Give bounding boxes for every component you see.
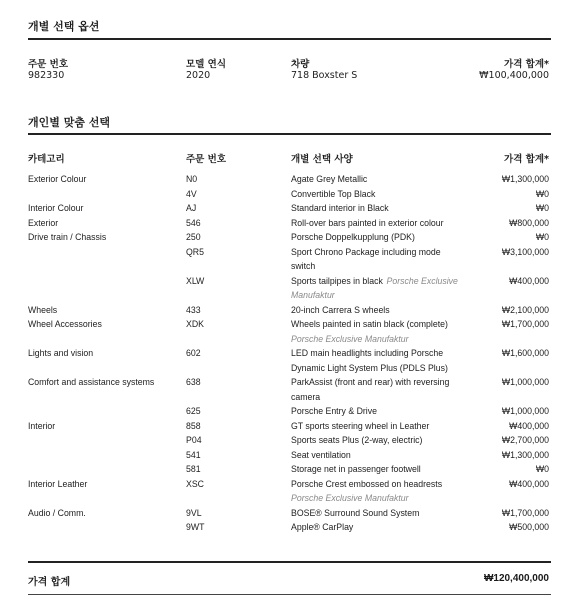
row-order-code: 638	[186, 377, 201, 388]
row-category: Interior	[28, 420, 56, 432]
row-category: Exterior Colour	[28, 174, 87, 185]
row-order-code: XLW	[186, 275, 205, 287]
model-year-value: 2020	[186, 70, 211, 81]
row-category: Comfort and assistance systems	[28, 377, 155, 388]
row-order-code: 858	[186, 420, 201, 432]
order-number-header: 주문 번호	[28, 59, 69, 70]
row-order-code: 546	[186, 217, 201, 229]
row-price: ₩0	[535, 464, 549, 475]
row-order-code: QR5	[186, 246, 204, 258]
price-total-header: 가격 합계*	[504, 59, 549, 70]
row-price: ₩1,300,000	[501, 174, 549, 185]
row-spec: ParkAssist (front and rear) with reversing	[291, 377, 450, 388]
row-spec: GT sports steering wheel in Leather	[291, 420, 430, 432]
individual-options-title: 개별 선택 옵션	[28, 20, 100, 33]
row-category: Wheels	[28, 304, 58, 316]
row-category: Lights and vision	[28, 348, 94, 359]
row-category: Exterior	[28, 217, 59, 229]
row-order-code: 541	[186, 449, 201, 461]
row-price: ₩0	[535, 232, 549, 243]
row-price: ₩1,700,000	[501, 507, 549, 519]
row-order-code: 625	[186, 406, 201, 417]
row-spec: Wheels painted in satin black (complete)	[291, 319, 448, 330]
spec-header: 개별 선택 사양	[291, 154, 353, 165]
order-number-value: 982330	[28, 70, 65, 81]
row-order-code: 4V	[186, 188, 197, 200]
row-price: ₩500,000	[509, 522, 549, 533]
row-spec: Seat ventilation	[291, 449, 351, 461]
row-spec-note: Porsche Exclusive Manufaktur	[291, 333, 409, 345]
row-price: ₩1,600,000	[501, 348, 549, 359]
row-spec-text: Sports tailpipes in black	[291, 275, 383, 287]
row-order-code: 9WT	[186, 522, 205, 533]
row-price: ₩800,000	[509, 217, 549, 229]
row-price: ₩400,000	[509, 478, 549, 490]
row-spec: Standard interior in Black	[291, 203, 389, 214]
row-price: ₩0	[535, 188, 549, 200]
row-price: ₩400,000	[509, 420, 549, 432]
model-year-header: 모델 연식	[186, 59, 227, 70]
grand-total-label: 가격 합계	[28, 577, 71, 588]
row-spec-note: Manufaktur	[291, 290, 335, 301]
row-spec: Agate Grey Metallic	[291, 174, 368, 185]
row-spec: Porsche Entry & Drive	[291, 406, 377, 417]
bottom-divider	[28, 594, 551, 595]
row-spec-note: Porsche Exclusive Manufaktur	[291, 493, 409, 504]
row-category: Audio / Comm.	[28, 507, 86, 519]
personalized-options-title: 개인별 맞춤 선택	[28, 116, 111, 129]
section-divider	[28, 133, 551, 135]
row-order-code: XDK	[186, 319, 204, 330]
row-category: Drive train / Chassis	[28, 232, 107, 243]
row-spec: Storage net in passenger footwell	[291, 464, 421, 475]
row-order-code: 250	[186, 232, 201, 243]
row-spec: LED main headlights including Porsche	[291, 348, 444, 359]
row-spec: Sport Chrono Package including mode	[291, 246, 441, 258]
row-order-code: 9VL	[186, 507, 202, 519]
row-price: ₩400,000	[509, 275, 549, 287]
row-price: ₩1,700,000	[501, 319, 549, 330]
row-spec-continued: camera	[291, 391, 321, 403]
row-category: Interior Leather	[28, 478, 88, 490]
vehicle-value: 718 Boxster S	[291, 70, 358, 81]
row-spec: Porsche Doppelkupplung (PDK)	[291, 232, 415, 243]
row-category: Interior Colour	[28, 203, 84, 214]
price-total-value: ₩100,400,000	[479, 70, 549, 81]
row-order-code: N0	[186, 174, 198, 185]
row-price: ₩0	[535, 203, 549, 214]
row-order-code: 581	[186, 464, 201, 475]
row-spec: 20-inch Carrera S wheels	[291, 304, 390, 316]
row-price: ₩3,100,000	[501, 246, 549, 258]
grand-total-value: ₩120,400,000	[483, 573, 549, 584]
row-price: ₩1,000,000	[501, 406, 549, 417]
vehicle-header: 차량	[291, 59, 310, 70]
row-spec: BOSE® Surround Sound System	[291, 507, 420, 519]
row-order-code: 433	[186, 304, 201, 316]
row-category: Wheel Accessories	[28, 319, 102, 330]
section-divider	[28, 38, 551, 40]
row-price: ₩1,300,000	[501, 449, 549, 461]
row-spec: Sports seats Plus (2-way, electric)	[291, 435, 423, 446]
row-price: ₩2,100,000	[501, 304, 549, 316]
total-divider	[28, 561, 551, 563]
row-spec: Roll-over bars painted in exterior colour	[291, 217, 444, 229]
row-order-code: 602	[186, 348, 201, 359]
category-header: 카테고리	[28, 154, 65, 165]
row-spec-note: Porsche Exclusive	[386, 275, 458, 287]
row-spec: Convertible Top Black	[291, 188, 376, 200]
row-spec-continued: switch	[291, 261, 316, 272]
row-order-code: XSC	[186, 478, 204, 490]
code-header: 주문 번호	[186, 154, 227, 165]
row-price: ₩2,700,000	[501, 435, 549, 446]
row-order-code: AJ	[186, 203, 197, 214]
row-order-code: P04	[186, 435, 202, 446]
price-header: 가격 합계*	[504, 154, 549, 165]
row-spec: Apple® CarPlay	[291, 522, 354, 533]
row-spec: Porsche Crest embossed on headrests	[291, 478, 443, 490]
row-price: ₩1,000,000	[501, 377, 549, 388]
row-spec-continued: Dynamic Light System Plus (PDLS Plus)	[291, 362, 448, 374]
